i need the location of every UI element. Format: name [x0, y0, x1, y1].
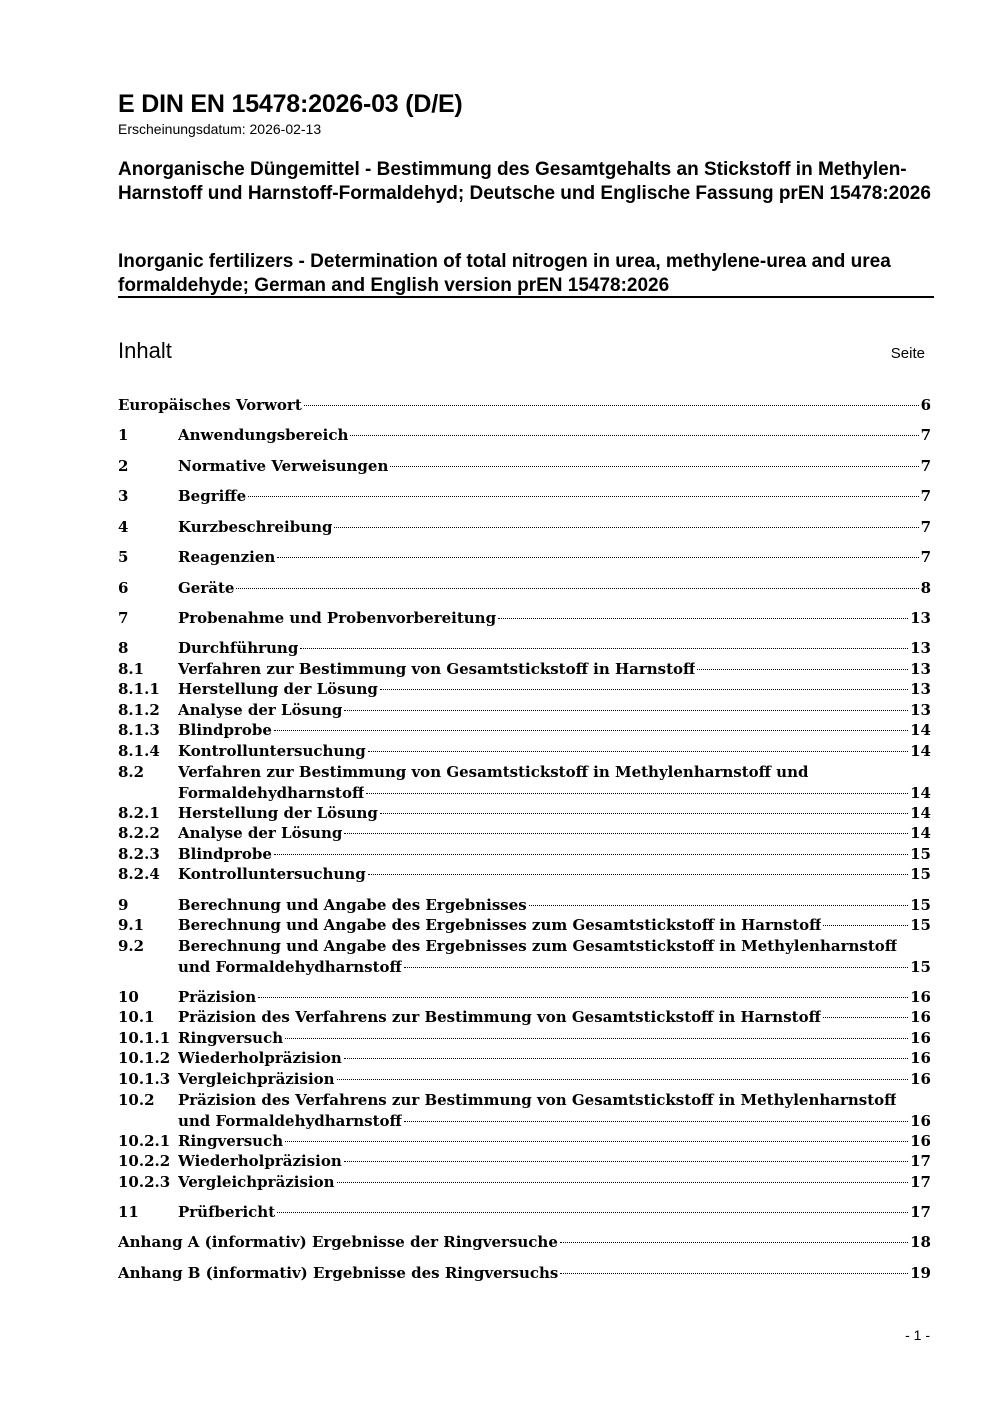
- toc-entry-page: 17: [910, 1203, 931, 1221]
- toc-entry-page: 8: [920, 579, 931, 597]
- toc-leader-dots: [277, 556, 918, 558]
- toc-leader-dots: [344, 709, 908, 711]
- toc-entry[interactable]: [118, 638, 931, 658]
- toc-entry-number: 10.1.1: [118, 1029, 171, 1047]
- toc-entry-number: 8.2: [118, 763, 145, 781]
- toc-entry-title: Präzision: [178, 988, 257, 1006]
- title-english: Inorganic fertilizers - Determination of total nitrogen in urea, methylene-urea and urea formaldehyde; German and English version prEN 15478:2026: [118, 251, 891, 296]
- toc-entry[interactable]: [118, 864, 931, 884]
- toc-entry-page: 16: [910, 1111, 931, 1130]
- toc-entry[interactable]: [118, 915, 931, 935]
- toc-entry[interactable]: [118, 395, 931, 415]
- toc-entry-title: Geräte: [178, 579, 235, 597]
- toc-leader-dots: [390, 465, 918, 467]
- toc-entry-title: Normative Verweisungen: [178, 457, 389, 475]
- toc-entry-title: Ringversuch: [178, 1029, 284, 1047]
- toc-entry[interactable]: [118, 517, 931, 537]
- toc-entry-title: Anhang B (informativ) Ergebnisse des Ringversuchs: [118, 1264, 559, 1282]
- toc-entry[interactable]: [118, 936, 931, 956]
- toc-entry-number: 10.2.1: [118, 1132, 171, 1150]
- toc-entry-number: 8.2.4: [118, 865, 160, 883]
- toc-entry[interactable]: [118, 1263, 931, 1283]
- toc-leader-dots: [277, 1211, 908, 1213]
- toc-leader-dots: [334, 526, 918, 528]
- toc-entry[interactable]: [118, 700, 931, 720]
- toc-entry[interactable]: [118, 486, 931, 506]
- toc-entry[interactable]: [118, 608, 931, 628]
- toc-entry[interactable]: [118, 1131, 931, 1151]
- toc-entry-number: 9.1: [118, 916, 145, 934]
- toc-entry[interactable]: [118, 1048, 931, 1068]
- toc-entry-title: Präzision des Verfahrens zur Bestimmung von Gesamtstickstoff in Harnstoff: [178, 1008, 821, 1026]
- toc-entry-number: 8.1.4: [118, 742, 160, 760]
- toc-entry-number: 10: [118, 988, 139, 1006]
- toc-entry-title: Prüfbericht: [178, 1203, 276, 1221]
- toc-entry-title: Wiederholpräzision: [178, 1152, 342, 1170]
- toc-entry-page: 13: [910, 660, 931, 678]
- toc-entry-page: 15: [910, 957, 931, 976]
- toc-entry-page: 16: [910, 1049, 931, 1067]
- toc-entry-title: Berechnung und Angabe des Ergebnisses zum Gesamtstickstoff in Harnstoff: [178, 916, 822, 934]
- toc-entry-title: Berechnung und Angabe des Ergebnisses: [178, 896, 527, 914]
- toc-entry-title: Ringversuch: [178, 1132, 284, 1150]
- toc-entry-page: 14: [910, 824, 931, 842]
- toc-leader-dots: [529, 904, 908, 906]
- toc-entry-title: Kontrolluntersuchung: [178, 742, 366, 760]
- toc-entry[interactable]: [118, 659, 931, 679]
- toc-leader-dots: [498, 617, 908, 619]
- toc-entry-number: 3: [118, 487, 129, 505]
- toc-entry-number: 10.1: [118, 1008, 155, 1026]
- toc-entry[interactable]: [118, 456, 931, 476]
- toc-entry-title: Verfahren zur Bestimmung von Gesamtstickstoff in Methylenharnstoff und: [178, 763, 809, 781]
- toc-entry-number: 8.1.3: [118, 721, 160, 739]
- toc-entry[interactable]: [118, 1232, 931, 1252]
- toc-entry-number: 8.2.1: [118, 804, 160, 822]
- toc-entry-page: 15: [910, 865, 931, 883]
- toc-entry-number: 10.2.3: [118, 1173, 171, 1191]
- toc-heading: Inhalt: [118, 338, 172, 363]
- document-id: E DIN EN 15478:2026-03 (D/E): [118, 90, 463, 118]
- toc-leader-dots: [380, 688, 908, 690]
- toc-leader-dots: [366, 792, 908, 794]
- toc-leader-dots: [258, 996, 908, 998]
- toc-leader-dots: [344, 832, 908, 834]
- toc-entry-page: 13: [910, 701, 931, 719]
- toc-entry-title: Vergleichpräzision: [178, 1173, 335, 1191]
- toc-entry[interactable]: [118, 1151, 931, 1171]
- title-german: Anorganische Düngemittel - Bestimmung des Gesamtgehalts an Stickstoff in Methylen-Harnstoff und Harnstoff-Formaldehyd; Deutsche und Englische Fassung prEN 15478:2026: [118, 159, 931, 204]
- toc-entry[interactable]: [118, 1007, 931, 1027]
- toc-entry-number: 8.1: [118, 660, 145, 678]
- toc-entry-number: 1: [118, 426, 129, 444]
- toc-entry-title: Reagenzien: [178, 548, 276, 566]
- toc-entry[interactable]: [118, 741, 931, 761]
- toc-entry-title: Präzision des Verfahrens zur Bestimmung von Gesamtstickstoff in Methylenharnstoff: [178, 1091, 897, 1109]
- toc-entry-page: 14: [910, 742, 931, 760]
- toc-entry[interactable]: [118, 1028, 931, 1048]
- toc-entry-title: Probenahme und Probenvorbereitung: [178, 609, 497, 627]
- toc-entry-page: 17: [910, 1152, 931, 1170]
- toc-entry-title: Analyse der Lösung: [178, 824, 343, 842]
- toc-leader-dots: [368, 873, 908, 875]
- toc-entry-page: 6: [920, 396, 931, 414]
- toc-entry-page: 16: [910, 1070, 931, 1088]
- toc-leader-dots: [560, 1241, 908, 1243]
- toc-entry[interactable]: [118, 679, 931, 699]
- toc-entry-page: 7: [920, 518, 931, 536]
- toc-leader-dots: [285, 1140, 908, 1142]
- toc-entry-title: Herstellung der Lösung: [178, 804, 378, 822]
- toc-leader-dots: [300, 647, 908, 649]
- publication-date: Erscheinungsdatum: 2026-02-13: [118, 121, 322, 137]
- toc-page-label: Seite: [890, 345, 925, 362]
- toc-entry-number: 11: [118, 1203, 139, 1221]
- toc-leader-dots: [368, 750, 908, 752]
- toc-leader-dots: [304, 404, 919, 406]
- toc-entry[interactable]: [118, 1202, 931, 1222]
- toc-entry-title: Analyse der Lösung: [178, 701, 343, 719]
- toc-entry-page: 18: [910, 1233, 931, 1251]
- toc-entry-number: 6: [118, 579, 129, 597]
- toc-leader-dots: [350, 434, 918, 436]
- toc-entry-title: Wiederholpräzision: [178, 1049, 342, 1067]
- toc-leader-dots: [344, 1160, 908, 1162]
- toc-entry-page: 16: [910, 1132, 931, 1150]
- toc-entry-number: 10.2.2: [118, 1152, 171, 1170]
- toc-entry-page: 17: [910, 1173, 931, 1191]
- toc-entry-page: 16: [910, 1029, 931, 1047]
- toc-leader-dots: [337, 1181, 909, 1183]
- toc-entry-page: 13: [910, 609, 931, 627]
- toc-entry-title: Formaldehydharnstoff: [178, 783, 365, 802]
- toc-entry-title: Begriffe: [178, 487, 247, 505]
- toc-entry-number: 10.2: [118, 1091, 155, 1109]
- toc-entry-title: Herstellung der Lösung: [178, 680, 378, 698]
- toc-entry-number: 7: [118, 609, 129, 627]
- toc-entry-number: 4: [118, 518, 129, 536]
- toc-entry[interactable]: [118, 783, 931, 803]
- toc-entry-number: 5: [118, 548, 129, 566]
- toc-leader-dots: [236, 587, 918, 589]
- toc-entry-title: Europäisches Vorwort: [118, 396, 302, 414]
- toc-leader-dots: [248, 495, 918, 497]
- toc-leader-dots: [697, 668, 908, 670]
- toc-entry[interactable]: [118, 1172, 931, 1192]
- toc-leader-dots: [560, 1272, 908, 1274]
- toc-entry-title: Kontrolluntersuchung: [178, 865, 366, 883]
- toc-entry[interactable]: [118, 1069, 931, 1089]
- toc-leader-dots: [380, 812, 908, 814]
- toc-entry-number: 2: [118, 457, 129, 475]
- toc-entry-title: Anwendungsbereich: [178, 426, 349, 444]
- toc-entry-number: 8: [118, 639, 129, 657]
- toc-entry-page: 14: [910, 721, 931, 739]
- toc-entry-number: 8.2.2: [118, 824, 160, 842]
- toc-entry[interactable]: [118, 1090, 931, 1110]
- toc-entry-number: 9: [118, 896, 129, 914]
- toc-entry-title: Durchführung: [178, 639, 299, 657]
- toc-entry-page: 13: [910, 680, 931, 698]
- toc-entry-title: Blindprobe: [178, 721, 272, 739]
- toc-entry-number: 9.2: [118, 937, 145, 955]
- toc-entry[interactable]: [118, 895, 931, 915]
- toc-leader-dots: [823, 1016, 908, 1018]
- toc-entry-page: 7: [920, 487, 931, 505]
- toc-entry-page: 7: [920, 457, 931, 475]
- toc-entry-title: Verfahren zur Bestimmung von Gesamtstickstoff in Harnstoff: [178, 660, 696, 678]
- toc-leader-dots: [285, 1037, 908, 1039]
- toc-leader-dots: [337, 1078, 909, 1080]
- toc-entry[interactable]: [118, 844, 931, 864]
- toc-entry-title: Anhang A (informativ) Ergebnisse der Ringversuche: [118, 1233, 558, 1251]
- toc-entry-number: 10.1.2: [118, 1049, 171, 1067]
- toc-leader-dots: [404, 1120, 908, 1122]
- toc-entry[interactable]: [118, 803, 931, 823]
- toc-leader-dots: [823, 924, 908, 926]
- toc-entry[interactable]: [118, 720, 931, 740]
- toc-entry-page: 7: [920, 548, 931, 566]
- toc-entry[interactable]: [118, 1111, 931, 1131]
- toc-entry[interactable]: [118, 578, 931, 598]
- toc-entry-page: 15: [910, 916, 931, 934]
- toc-entry[interactable]: [118, 957, 931, 977]
- toc-entry-page: 14: [910, 783, 931, 802]
- toc-entry-title: Blindprobe: [178, 845, 272, 863]
- toc-entry-title: Berechnung und Angabe des Ergebnisses zum Gesamtstickstoff in Methylenharnstoff: [178, 937, 898, 955]
- toc-entry-page: 16: [910, 1008, 931, 1026]
- toc-entry-page: 7: [920, 426, 931, 444]
- toc-entry-title: und Formaldehydharnstoff: [178, 1111, 402, 1130]
- toc-entry[interactable]: [118, 762, 931, 782]
- toc-entry-number: 10.1.3: [118, 1070, 171, 1088]
- toc-entry[interactable]: [118, 425, 931, 445]
- toc-entry[interactable]: [118, 987, 931, 1007]
- toc-entry-page: 15: [910, 896, 931, 914]
- toc-entry-page: 19: [910, 1264, 931, 1282]
- toc-entry-title: Vergleichpräzision: [178, 1070, 335, 1088]
- toc-entry-title: und Formaldehydharnstoff: [178, 957, 402, 976]
- toc-entry-page: 14: [910, 804, 931, 822]
- page-number: - 1 -: [905, 1327, 930, 1343]
- toc-leader-dots: [344, 1057, 908, 1059]
- toc-entry-number: 8.2.3: [118, 845, 160, 863]
- toc-entry-number: 8.1.2: [118, 701, 160, 719]
- toc-leader-dots: [274, 853, 908, 855]
- toc-entry-page: 13: [910, 639, 931, 657]
- toc-entry-page: 16: [910, 988, 931, 1006]
- toc-leader-dots: [404, 966, 908, 968]
- toc-entry-number: 8.1.1: [118, 680, 160, 698]
- toc-entry[interactable]: [118, 547, 931, 567]
- toc-entry-page: 15: [910, 845, 931, 863]
- toc-entry-title: Kurzbeschreibung: [178, 518, 333, 536]
- toc-leader-dots: [274, 729, 908, 731]
- toc-entry[interactable]: [118, 823, 931, 843]
